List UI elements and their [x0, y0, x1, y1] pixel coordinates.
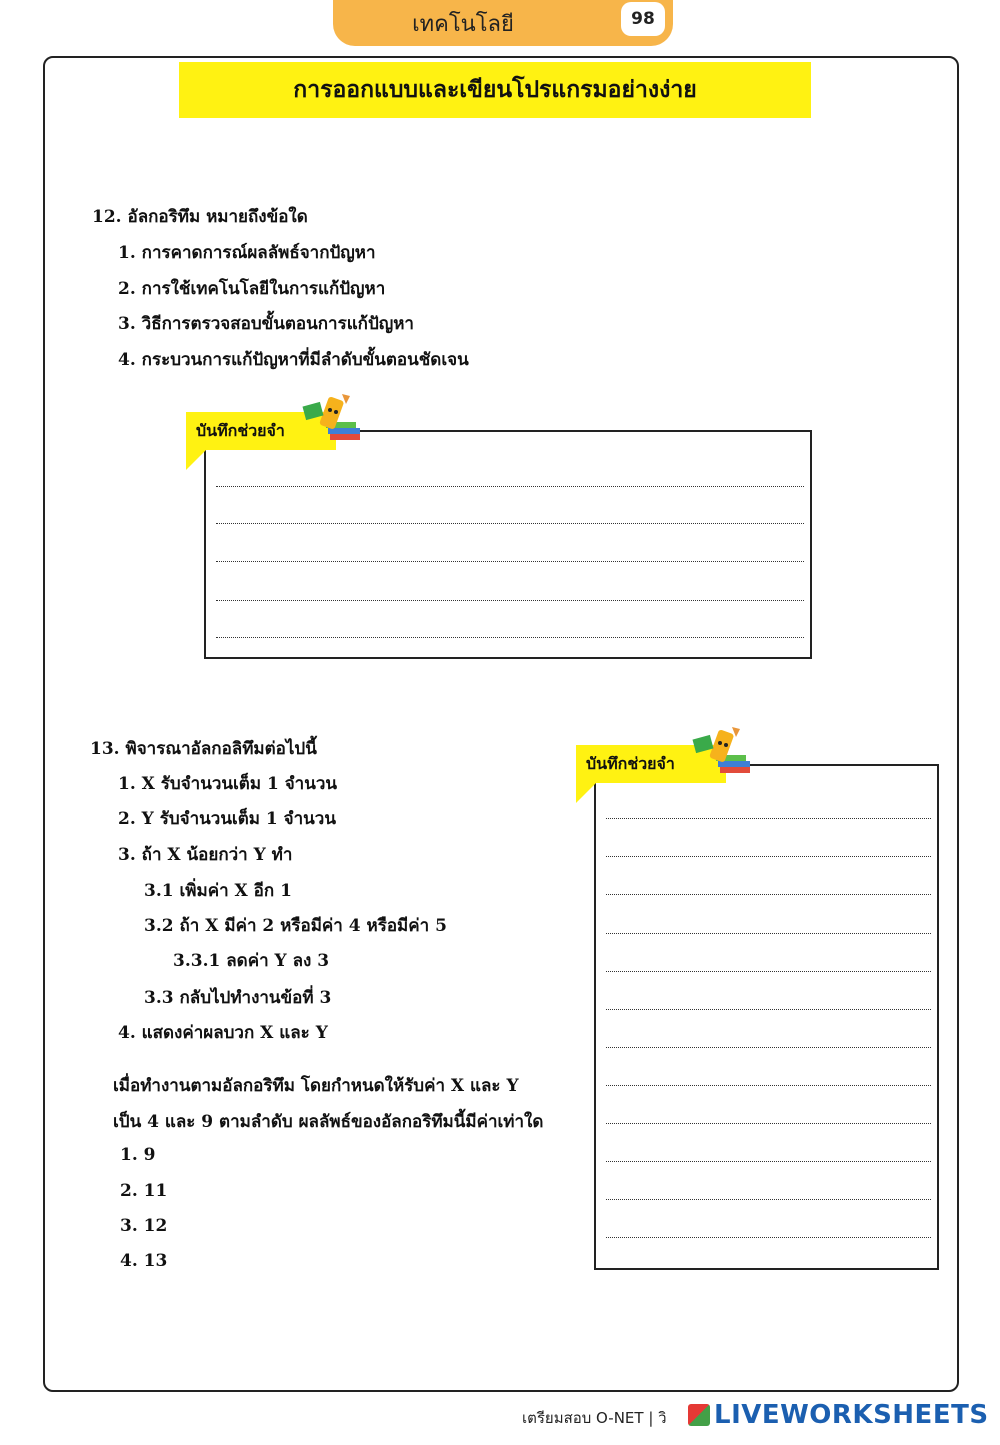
page-title: การออกแบบและเขียนโปรแกรมอย่างง่าย	[179, 62, 811, 118]
q13-step-3-3-1: 3.3.1 ลดค่า Y ลง 3	[173, 951, 330, 971]
note-line	[606, 818, 931, 819]
q12-question: 12. อัลกอริทึม หมายถึงข้อใด	[92, 207, 308, 227]
note-line	[606, 1085, 931, 1086]
q13-step-2: 2. Y รับจำนวนเต็ม 1 จำนวน	[118, 809, 336, 829]
note-line	[606, 1199, 931, 1200]
q13-prompt-line-1: เมื่อทำงานตามอัลกอริทึม โดยกำหนดให้รับค่า X และ Y	[113, 1076, 519, 1096]
note-line	[606, 856, 931, 857]
q12-option-3[interactable]: 3. วิธีการตรวจสอบขั้นตอนการแก้ปัญหา	[118, 314, 414, 334]
note-line	[216, 637, 804, 638]
note-line	[606, 1161, 931, 1162]
q13-option-2[interactable]: 2. 11	[120, 1181, 168, 1201]
note-line	[606, 1237, 931, 1238]
q13-step-3-1: 3.1 เพิ่มค่า X อีก 1	[144, 881, 292, 901]
liveworksheets-logo	[688, 1400, 989, 1430]
note-label-1: บันทึกช่วยจำ	[186, 412, 336, 450]
q13-step-3-3: 3.3 กลับไปทำงานข้อที่ 3	[144, 988, 332, 1008]
mascot-pencil-books-icon	[690, 725, 756, 779]
note-line	[606, 894, 931, 895]
note-line	[606, 971, 931, 972]
q13-option-1[interactable]: 1. 9	[120, 1145, 156, 1165]
liveworksheets-icon	[688, 1404, 710, 1426]
note-line	[606, 933, 931, 934]
q13-step-3-2: 3.2 ถ้า X มีค่า 2 หรือมีค่า 4 หรือมีค่า 5	[144, 916, 447, 936]
note-label-2: บันทึกช่วยจำ	[576, 745, 726, 783]
q13-step-3: 3. ถ้า X น้อยกว่า Y ทำ	[118, 845, 293, 865]
q13-question: 13. พิจารณาอัลกอลิทึมต่อไปนี้	[90, 739, 317, 759]
note-line	[606, 1009, 931, 1010]
q13-prompt-line-2: เป็น 4 และ 9 ตามลำดับ ผลลัพธ์ของอัลกอริทึมนี้มีค่าเท่าใด	[113, 1112, 544, 1132]
page-number: 98	[621, 2, 665, 36]
footer-text: เตรียมสอบ O-NET | วิ	[522, 1409, 667, 1427]
mascot-pencil-books-icon	[300, 392, 366, 446]
q12-option-2[interactable]: 2. การใช้เทคโนโลยีในการแก้ปัญหา	[118, 279, 386, 299]
note-line	[216, 561, 804, 562]
header-tab	[333, 0, 673, 46]
note-line	[606, 1047, 931, 1048]
q12-option-1[interactable]: 1. การคาดการณ์ผลลัพธ์จากปัญหา	[118, 243, 376, 263]
q13-step-1: 1. X รับจำนวนเต็ม 1 จำนวน	[118, 774, 338, 794]
note-line	[216, 600, 804, 601]
q13-step-4: 4. แสดงค่าผลบวก X และ Y	[118, 1023, 328, 1043]
note-line	[216, 523, 804, 524]
note-line	[606, 1123, 931, 1124]
note-line	[216, 486, 804, 487]
q12-option-4[interactable]: 4. กระบวนการแก้ปัญหาที่มีลำดับขั้นตอนชัดเจน	[118, 350, 469, 370]
brand-name: LIVEWORKSHEETS	[714, 1400, 989, 1430]
q13-option-4[interactable]: 4. 13	[120, 1251, 168, 1271]
note-box-1[interactable]	[204, 430, 812, 659]
note-box-2[interactable]	[594, 764, 939, 1270]
subject-label: เทคโนโลยี	[412, 12, 514, 37]
q13-option-3[interactable]: 3. 12	[120, 1216, 168, 1236]
